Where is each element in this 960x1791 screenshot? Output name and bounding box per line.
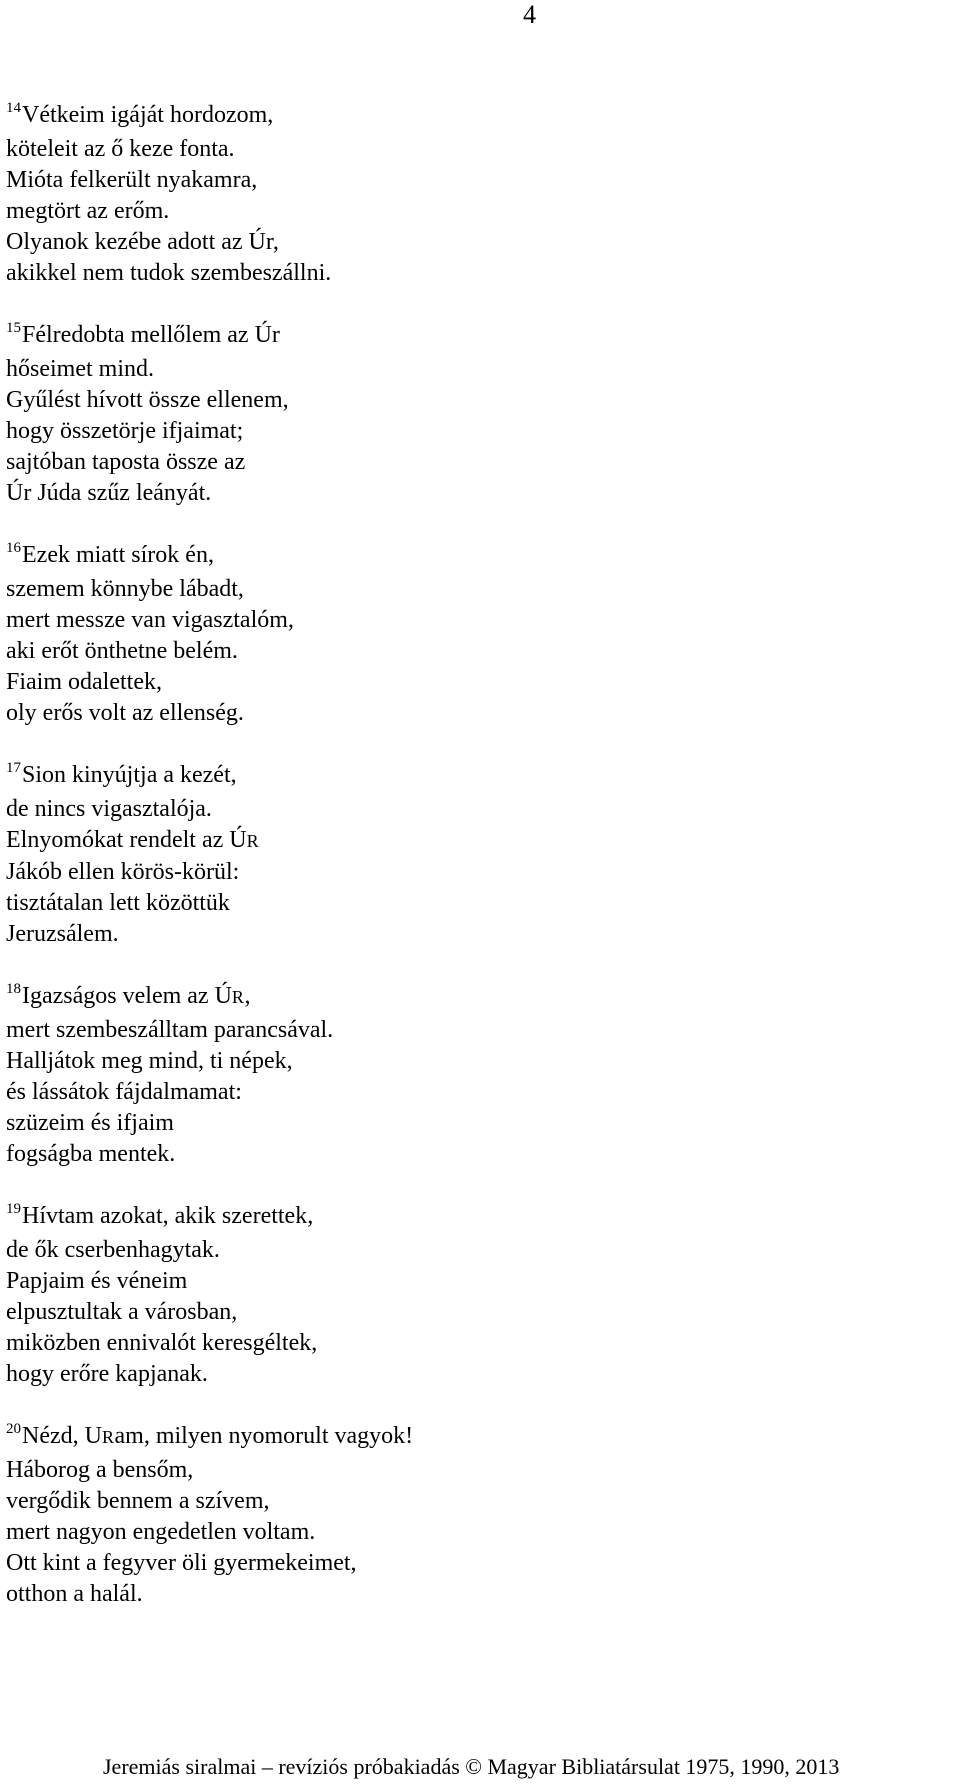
verse-15 [6,320,946,509]
verse-line: mert nagyon engedetlen voltam. [6,1519,316,1545]
verse-line: megtört az erőm. [6,198,170,224]
verse-line: Úr Júda szűz leányát. [6,480,212,506]
verse-19 [6,1201,946,1390]
verse-line: akikkel nem tudok szembeszállni. [6,260,332,286]
verse-14 [6,100,946,289]
verse-line: Jákób ellen körös-körül: [6,859,240,885]
small-caps-text: R [231,987,245,1007]
verse-number: 20 [6,1421,21,1437]
verse-number: 14 [6,100,21,116]
verse-line: és lássátok fájdalmamat: [6,1079,242,1105]
verse-number: 15 [6,320,21,336]
verse-17 [6,760,946,950]
verse-20 [6,1421,946,1610]
verse-line: tisztátalan lett közöttük [6,890,230,916]
verse-line: szemem könnybe lábadt, [6,576,244,602]
verse-line: Jeruzsálem. [6,921,119,947]
verse-line [6,540,946,574]
verse-line: szüzeim és ifjaim [6,1110,174,1136]
poem-text [6,100,946,1641]
verse-line-text: Félredobta mellőlem az Úr [22,322,280,348]
verse-line: hogy összetörje ifjaimat; [6,418,244,444]
verse-line: mert szembeszálltam parancsával. [6,1017,334,1043]
verse-line: köteleit az ő keze fonta. [6,136,235,162]
verse-number: 16 [6,540,21,556]
verse-line-text: Hívtam azokat, akik szerettek, [22,1203,314,1229]
verse-line-text: Vétkeim igáját hordozom, [22,102,274,128]
verse-line: oly erős volt az ellenség. [6,700,244,726]
verse-line-text: Igazságos velem az ÚR, [22,983,251,1009]
verse-line: sajtóban taposta össze az [6,449,246,475]
verse-line: otthon a halál. [6,1581,143,1607]
verse-line [6,100,946,134]
verse-line: miközben ennivalót keresgéltek, [6,1330,318,1356]
verse-line: Háborog a bensőm, [6,1457,194,1483]
verse-line [6,981,946,1015]
verse-line [6,1201,946,1235]
verse-line: Elnyomókat rendelt az ÚR [6,827,260,853]
verse-line: elpusztultak a városban, [6,1299,238,1325]
verse-number: 19 [6,1201,21,1217]
verse-line: de nincs vigasztalója. [6,796,212,822]
verse-line-text: Nézd, URam, milyen nyomorult vagyok! [22,1423,414,1449]
verse-line: Papjaim és véneim [6,1268,188,1294]
verse-line: Fiaim odalettek, [6,669,162,695]
verse-16 [6,540,946,729]
verse-line: aki erőt önthetne belém. [6,638,238,664]
verse-line-text: Ezek miatt sírok én, [22,542,214,568]
page-footer: Jeremiás siralmai – revíziós próbakiadás © Magyar Bibliatársulat 1975, 1990, 2013 [103,1754,840,1779]
verse-line [6,320,946,354]
verse-line: Halljátok meg mind, ti népek, [6,1048,293,1074]
verse-line: vergődik bennem a szívem, [6,1488,270,1514]
verse-line: hőseimet mind. [6,356,154,382]
verse-line: de ők cserbenhagytak. [6,1237,220,1263]
verse-line [6,760,946,794]
verse-line: Ott kint a fegyver öli gyermekeimet, [6,1550,357,1576]
small-caps-text: R [101,1427,115,1447]
verse-line: Olyanok kezébe adott az Úr, [6,229,279,255]
verse-line: hogy erőre kapjanak. [6,1361,208,1387]
verse-line: fogságba mentek. [6,1141,176,1167]
verse-18 [6,981,946,1170]
page-number: 4 [523,0,536,29]
verse-line [6,1421,946,1455]
verse-number: 17 [6,760,21,776]
small-caps-text: R [246,831,260,851]
verse-line-text: Sion kinyújtja a kezét, [22,762,237,788]
verse-line: Mióta felkerült nyakamra, [6,167,258,193]
verse-line: Gyűlést hívott össze ellenem, [6,387,289,413]
verse-line: mert messze van vigasztalóm, [6,607,294,633]
verse-number: 18 [6,981,21,997]
